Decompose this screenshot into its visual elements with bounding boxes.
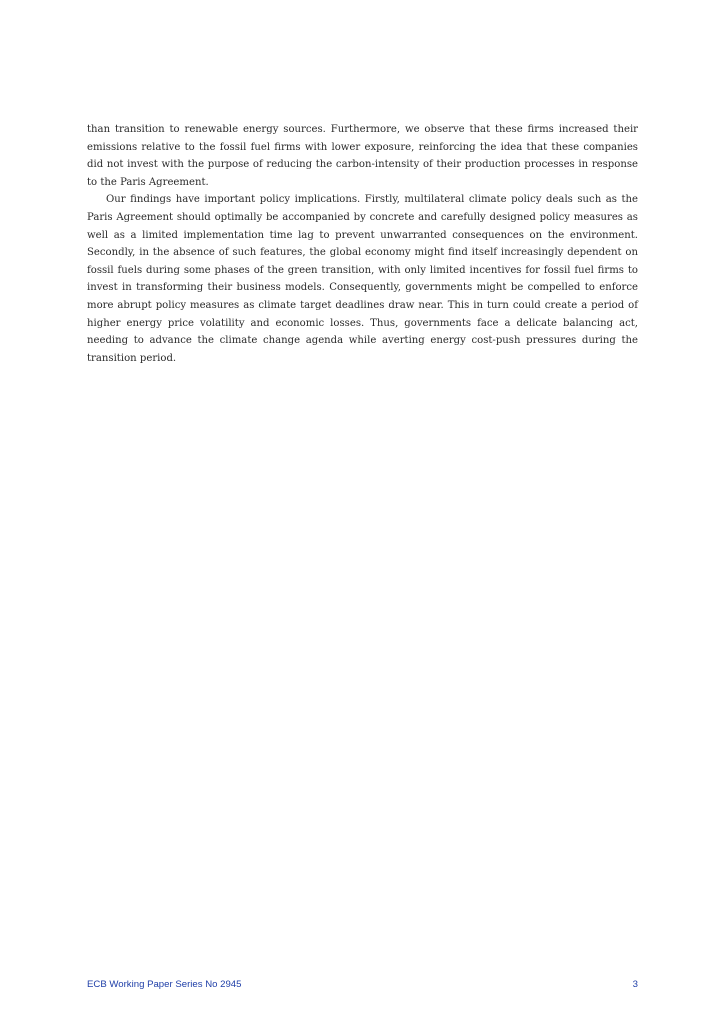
body-text [87, 121, 638, 367]
paragraph-policy-implications: Our findings have important policy implications. Firstly, multilateral climate policy deals such as the Paris Agreement should optimally be accompanied by concrete and carefully designed policy measures as well as a limited implementation time lag to prevent unwarranted consequences on the environment. Secondly, in the absence of such features, the global economy might find itself increasingly dependent on fossil fuels during some phases of the green transition, with only limited incentives for fossil fuel firms to invest in transforming their business models. Consequently, governments might be compelled to enforce more abrupt policy measures as climate target deadlines draw near. This in turn could create a period of higher energy price volatility and economic losses. Thus, governments face a delicate balancing act, needing to advance the climate change agenda while averting energy cost-push pressures during the transition period. [87, 194, 638, 364]
footer-page-number: 3 [632, 979, 638, 990]
footer-series-title: ECB Working Paper Series No 2945 [87, 979, 242, 990]
paragraph-continuation: than transition to renewable energy sources. Furthermore, we observe that these firms increased their emissions relative to the fossil fuel firms with lower exposure, reinforcing the idea that these companies did not invest with the purpose of reducing the carbon-intensity of their production processes in response to the Paris Agreement. [87, 124, 638, 188]
